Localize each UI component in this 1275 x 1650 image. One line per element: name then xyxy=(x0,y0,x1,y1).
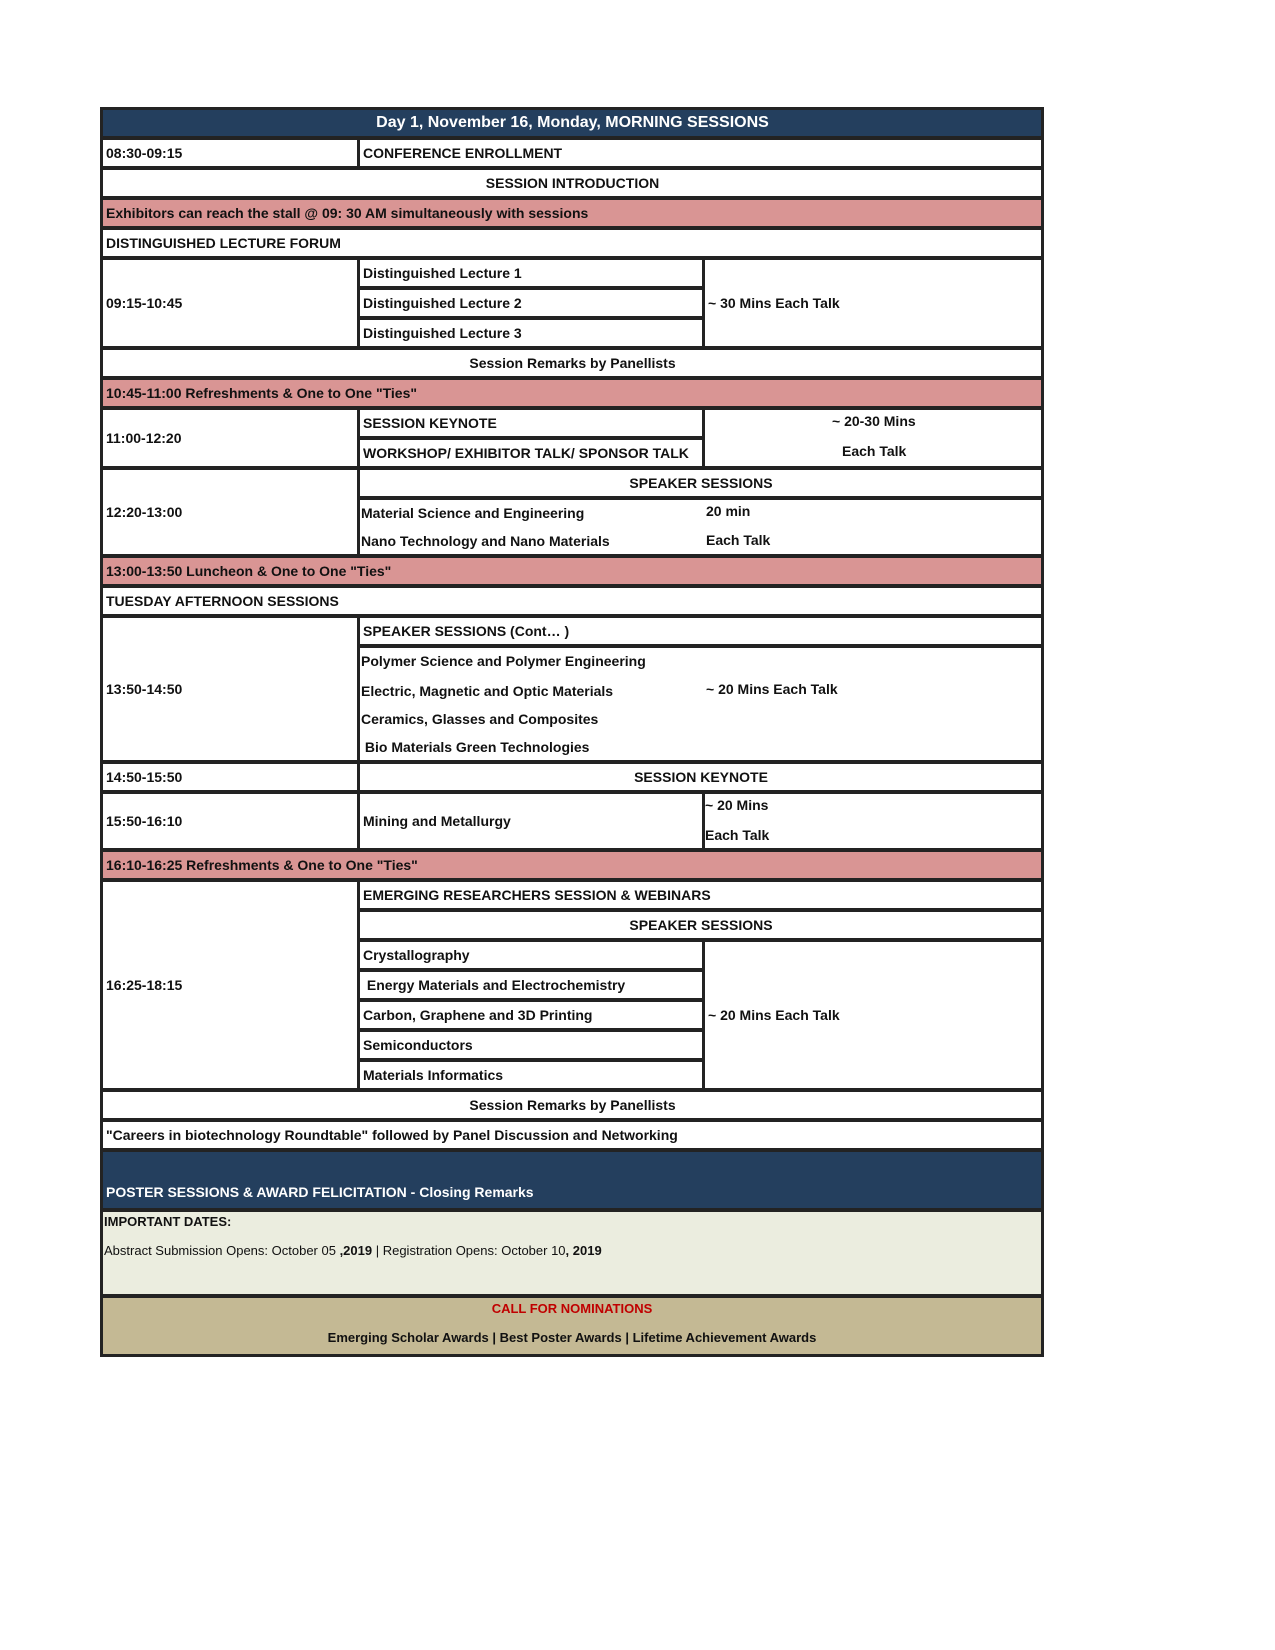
luncheon-break: 13:00-13:50 Luncheon & One to One "Ties" xyxy=(100,555,1044,587)
refreshments-break-1: 10:45-11:00 Refreshments & One to One "Ties" xyxy=(100,377,1044,409)
distinguished-time: 09:15-10:45 xyxy=(100,257,360,349)
speaker-sessions-cont-heading: SPEAKER SESSIONS (Cont… ) xyxy=(357,615,1044,647)
nominations-awards: Emerging Scholar Awards | Best Poster Awards | Lifetime Achievement Awards xyxy=(327,1330,817,1345)
abstract-label: Abstract Submission Opens: October 05 xyxy=(104,1243,340,1258)
session-remarks-1: Session Remarks by Panellists xyxy=(100,347,1044,379)
exhibitors-note: Exhibitors can reach the stall @ 09: 30 AM simultaneously with sessions xyxy=(100,197,1044,229)
topic-bio-materials: Bio Materials Green Technologies xyxy=(361,739,590,755)
poster-sessions: POSTER SESSIONS & AWARD FELICITATION - Closing Remarks xyxy=(100,1149,1044,1211)
topic-polymer-science: Polymer Science and Polymer Engineering xyxy=(361,653,646,669)
keynote-duration-line1: ~ 20-30 Mins xyxy=(832,413,916,429)
lecture-2: Distinguished Lecture 2 xyxy=(357,287,705,319)
emerging-heading: EMERGING RESEARCHERS SESSION & WEBINARS xyxy=(357,879,1044,911)
topic-electric-magnetic: Electric, Magnetic and Optic Materials xyxy=(361,683,614,699)
nominations-heading: CALL FOR NOMINATIONS xyxy=(491,1301,653,1316)
mining-duration-line2: Each Talk xyxy=(705,827,770,843)
mining-duration-line1: ~ 20 Mins xyxy=(705,797,769,813)
important-dates-heading: IMPORTANT DATES: xyxy=(104,1214,232,1229)
afternoon-heading: TUESDAY AFTERNOON SESSIONS xyxy=(100,585,1044,617)
mining-time: 15:50-16:10 xyxy=(100,791,360,851)
topic-nano-technology: Nano Technology and Nano Materials xyxy=(361,533,610,549)
workshop-item: WORKSHOP/ EXHIBITOR TALK/ SPONSOR TALK xyxy=(357,437,705,469)
speaker-block-2-time: 13:50-14:50 xyxy=(100,615,360,763)
day-header xyxy=(100,107,1044,139)
topic-semiconductors: Semiconductors xyxy=(357,1029,705,1061)
topic-crystallography: Crystallography xyxy=(357,939,705,971)
emerging-speaker-sessions: SPEAKER SESSIONS xyxy=(357,909,1044,941)
enrollment-label: CONFERENCE ENROLLMENT xyxy=(357,137,1044,169)
enrollment-time: 08:30-09:15 xyxy=(100,137,360,169)
abstract-year: ,2019 xyxy=(339,1243,373,1258)
session-introduction: SESSION INTRODUCTION xyxy=(100,167,1044,199)
topic-carbon-graphene: Carbon, Graphene and 3D Printing xyxy=(357,999,705,1031)
keynote-2-time: 14:50-15:50 xyxy=(100,761,360,793)
emerging-duration: ~ 20 Mins Each Talk xyxy=(702,939,1044,1091)
lecture-3: Distinguished Lecture 3 xyxy=(357,317,705,349)
keynote-time: 11:00-12:20 xyxy=(100,407,360,469)
topic-material-science: Material Science and Engineering xyxy=(361,505,585,521)
keynote-2-label: SESSION KEYNOTE xyxy=(357,761,1044,793)
topic-materials-informatics: Materials Informatics xyxy=(357,1059,705,1091)
topic-ceramics: Ceramics, Glasses and Composites xyxy=(361,711,599,727)
speaker-block-1-time: 12:20-13:00 xyxy=(100,467,360,557)
keynote-duration-line2: Each Talk xyxy=(842,443,907,459)
session-keynote-item: SESSION KEYNOTE xyxy=(357,407,705,439)
distinguished-duration: ~ 30 Mins Each Talk xyxy=(702,257,1044,349)
emerging-time: 16:25-18:15 xyxy=(100,879,360,1091)
refreshments-break-2: 16:10-16:25 Refreshments & One to One "Ties" xyxy=(100,849,1044,881)
mining-label: Mining and Metallurgy xyxy=(357,791,705,851)
lecture-1: Distinguished Lecture 1 xyxy=(357,257,705,289)
distinguished-heading: DISTINGUISHED LECTURE FORUM xyxy=(100,227,1044,259)
important-dates-line xyxy=(104,1243,602,1259)
speaker-sessions-heading-1: SPEAKER SESSIONS xyxy=(357,467,1044,499)
speaker-block-1-duration-1: 20 min xyxy=(706,503,751,519)
topic-energy-materials: Energy Materials and Electrochemistry xyxy=(357,969,705,1001)
registration-year: , 2019 xyxy=(565,1243,602,1258)
registration-label: | Registration Opens: October 10 xyxy=(372,1243,566,1258)
careers-roundtable: "Careers in biotechnology Roundtable" followed by Panel Discussion and Networking xyxy=(100,1119,1044,1151)
day-title: Day 1, November 16, Monday, MORNING SESSIONS xyxy=(376,114,769,132)
speaker-block-1-duration-2: Each Talk xyxy=(706,532,771,548)
speaker-block-2-duration: ~ 20 Mins Each Talk xyxy=(706,681,838,697)
session-remarks-2: Session Remarks by Panellists xyxy=(100,1089,1044,1121)
